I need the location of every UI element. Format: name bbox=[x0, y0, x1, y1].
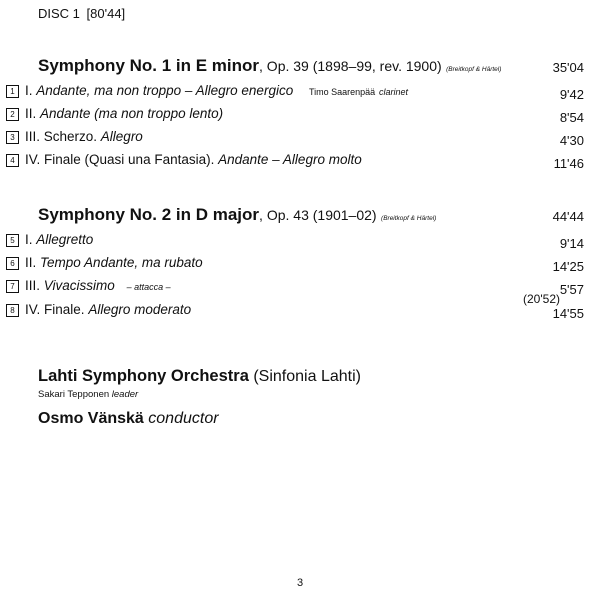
soloist-instrument: clarinet bbox=[378, 87, 408, 97]
symphony1-total: 35'04 bbox=[552, 60, 584, 75]
soloist-name: Timo Saarenpää bbox=[308, 87, 376, 97]
disc-duration: [80'44] bbox=[86, 6, 126, 21]
symphony2-opus: , Op. 43 (1901–02) bbox=[259, 207, 377, 223]
track-tempo: Allegretto bbox=[36, 232, 94, 247]
track-row bbox=[6, 302, 191, 317]
track-roman: IV. Finale. bbox=[25, 302, 85, 317]
track-row bbox=[6, 106, 223, 121]
track-row bbox=[6, 129, 143, 144]
track-time: 14'55 bbox=[552, 306, 584, 321]
track-number: 1 bbox=[6, 85, 19, 98]
symphony1-title bbox=[38, 56, 501, 76]
track-time: 11'46 bbox=[553, 156, 584, 171]
track-note: – attacca – bbox=[126, 282, 171, 292]
track-row bbox=[6, 232, 93, 247]
track-roman: II. bbox=[25, 106, 37, 121]
track-row bbox=[6, 83, 408, 98]
conductor-role: conductor bbox=[148, 410, 219, 427]
orchestra-alt-name: (Sinfonia Lahti) bbox=[253, 368, 361, 385]
track-time: 14'25 bbox=[552, 259, 584, 274]
symphony1-name: Symphony No. 1 in E minor bbox=[38, 56, 260, 75]
track-roman: III. Scherzo. bbox=[25, 129, 98, 144]
track-tempo: Andante – Allegro molto bbox=[218, 152, 362, 167]
disc-label: DISC 1 bbox=[38, 6, 80, 21]
track-number: 3 bbox=[6, 131, 19, 144]
track-number: 2 bbox=[6, 108, 19, 121]
track-tempo: Vivacissimo bbox=[43, 278, 115, 293]
track-tempo: Allegro bbox=[100, 129, 143, 144]
track-row bbox=[6, 152, 362, 167]
symphony2-total: 44'44 bbox=[552, 209, 584, 224]
track-roman: I. bbox=[25, 83, 33, 98]
track-roman: IV. Finale (Quasi una Fantasia). bbox=[25, 152, 215, 167]
orchestra-line bbox=[38, 367, 361, 386]
conductor-line bbox=[38, 410, 219, 428]
symphony2-name: Symphony No. 2 in D major bbox=[38, 205, 260, 224]
track-number: 6 bbox=[6, 257, 19, 270]
track-time: 4'30 bbox=[559, 133, 584, 148]
leader-role: leader bbox=[111, 389, 139, 400]
page-number: 3 bbox=[296, 577, 304, 589]
track-number: 4 bbox=[6, 154, 19, 167]
orchestra-name: Lahti Symphony Orchestra bbox=[38, 367, 249, 385]
track-tempo: Tempo Andante, ma rubato bbox=[40, 255, 203, 270]
track-number: 8 bbox=[6, 304, 19, 317]
disc-heading bbox=[38, 6, 125, 21]
track-roman: I. bbox=[25, 232, 33, 247]
track-time: 8'54 bbox=[559, 110, 584, 125]
track-number: 7 bbox=[6, 280, 19, 293]
symphony1-opus: , Op. 39 (1898–99, rev. 1900) bbox=[259, 58, 442, 74]
track-tempo: Andante, ma non troppo – Allegro energico bbox=[36, 83, 294, 98]
track-tempo: Allegro moderato bbox=[88, 302, 192, 317]
track-row bbox=[6, 278, 171, 293]
track-roman: III. bbox=[25, 278, 41, 293]
track-row bbox=[6, 255, 203, 270]
track-number: 5 bbox=[6, 234, 19, 247]
conductor-name: Osmo Vänskä bbox=[38, 410, 144, 427]
leader-line bbox=[38, 389, 138, 400]
leader-name: Sakari Tepponen bbox=[38, 389, 110, 400]
track-time: 9'42 bbox=[559, 87, 584, 102]
track-tempo: Andante (ma non troppo lento) bbox=[40, 106, 224, 121]
symphony2-publisher: (Breitkopf & Härtel) bbox=[381, 215, 437, 222]
symphony2-title bbox=[38, 205, 436, 225]
track-time: 5'57 bbox=[559, 282, 584, 297]
track-time: 9'14 bbox=[559, 236, 584, 251]
combined-time: (20'52) bbox=[523, 292, 560, 306]
symphony1-publisher: (Breitkopf & Härtel) bbox=[446, 66, 502, 73]
track-roman: II. bbox=[25, 255, 37, 270]
